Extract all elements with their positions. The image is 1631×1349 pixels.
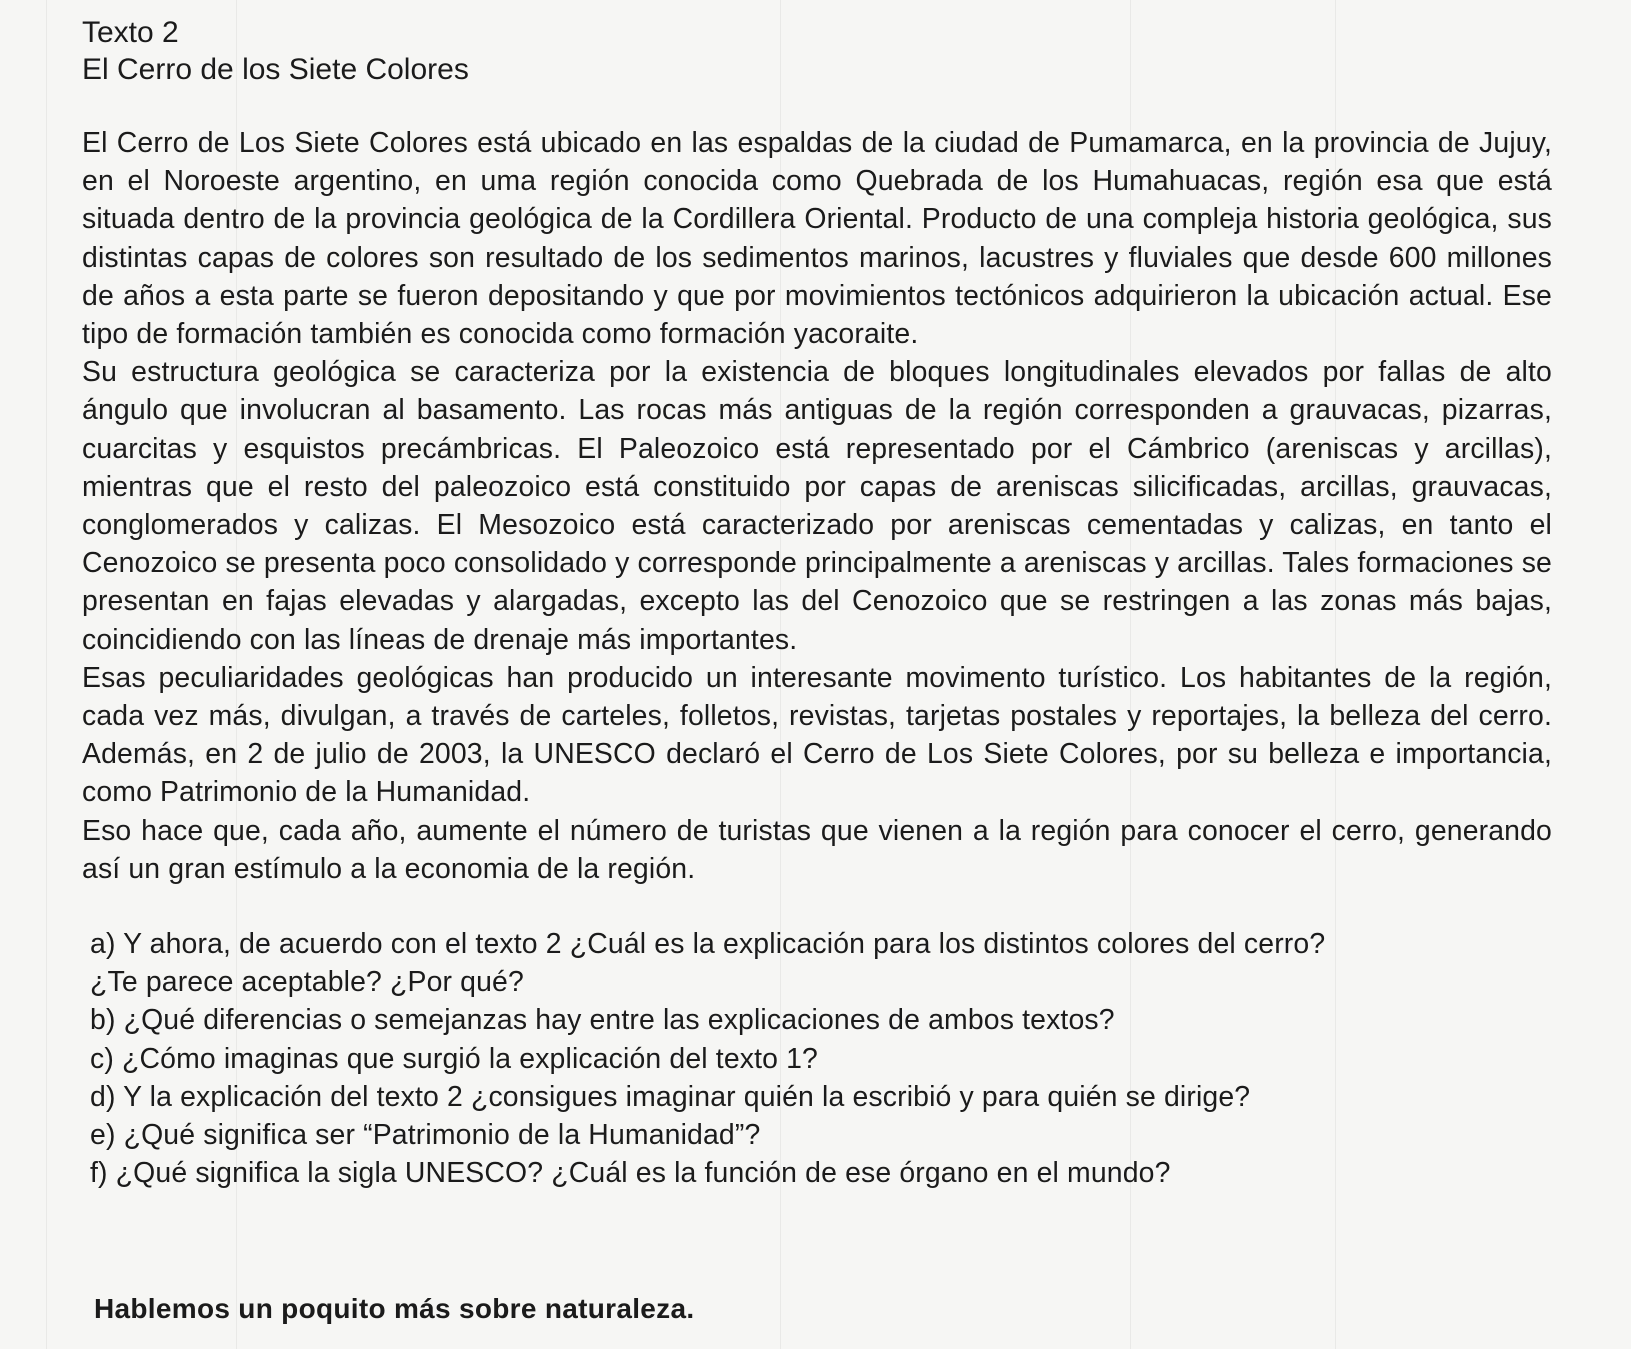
text-label: Texto 2 — [82, 16, 179, 49]
question-c: c) ¿Cómo imaginas que surgió la explicación del texto 1? — [90, 1042, 818, 1075]
question-a: a) Y ahora, de acuerdo con el texto 2 ¿Cuál es la explicación para los distintos colores del cerro? — [90, 928, 1326, 961]
question-a-followup: ¿Te parece aceptable? ¿Por qué? — [90, 966, 524, 999]
paragraph: Eso hace que, cada año, aumente el número de turistas que vienen a la región para conocer el cerro, generando así un gran estímulo a la economia de la región. — [82, 814, 1552, 885]
paragraph: Su estructura geológica se caracteriza por la existencia de bloques longitudinales elevados por fallas de alto ángulo que involucran al basamento. Las rocas más antiguas de la región corresponden a grauvacas, pizarras, cuarcitas y esquistos precámbricas. El Paleozoico está representado por el Cámbrico (areniscas y arcillas), mientras que el resto del paleozoico está constituido por capas de areniscas silicificadas, arcillas, grauvacas, conglomerados y calizas. El Mesozoico está caracterizado por areniscas cementadas y calizas, en tanto el Cenozoico se presenta poco consolidado y corresponde principalmente a areniscas y arcillas. Tales formaciones se presentan en fajas elevadas y alargadas, excepto las del Cenozoico que se restringen a las zonas más bajas, coincidiendo con las líneas de drenaje más importantes. — [82, 356, 1552, 656]
document-title: El Cerro de los Siete Colores — [82, 53, 469, 86]
article-body — [82, 124, 1552, 888]
question-b: b) ¿Qué diferencias o semejanzas hay entre las explicaciones de ambos textos? — [90, 1004, 1115, 1037]
question-e: e) ¿Qué significa ser “Patrimonio de la Humanidad”? — [90, 1119, 761, 1152]
paragraph: El Cerro de Los Siete Colores está ubicado en las espaldas de la ciudad de Pumamarca, en la provincia de Jujuy, en el Noroeste argentino, en uma región conocida como Quebrada de los Humahuacas, región esa que está situada dentro de la provincia geológica de la Cordillera Oriental. Producto de una compleja historia geológica, sus distintas capas de colores son resultado de los sedimentos marinos, lacustres y fluviales que desde 600 millones de años a esta parte se fueron depositando y que por movimientos tectónicos adquirieron la ubicación actual. Ese tipo de formación también es conocida como formación yacoraite. — [82, 127, 1552, 351]
question-d: d) Y la explicación del texto 2 ¿consigues imaginar quién la escribió y para quién se dirige? — [90, 1080, 1251, 1113]
scan-line — [46, 0, 47, 1349]
section-heading: Hablemos un poquito más sobre naturaleza. — [94, 1293, 695, 1324]
questions-list — [82, 925, 1552, 1192]
document-page — [82, 14, 1552, 1192]
question-f: f) ¿Qué significa la sigla UNESCO? ¿Cuál es la función de ese órgano en el mundo? — [90, 1157, 1171, 1190]
paragraph: Esas peculiaridades geológicas han producido un interesante movimento turístico. Los habitantes de la región, cada vez más, divulgan, a través de carteles, folletos, revistas, tarjetas postales y reportajes, la belleza del cerro. Además, en 2 de julio de 2003, la UNESCO declaró el Cerro de Los Siete Colores, por su belleza e importancia, como Patrimonio de la Humanidad. — [82, 661, 1552, 809]
